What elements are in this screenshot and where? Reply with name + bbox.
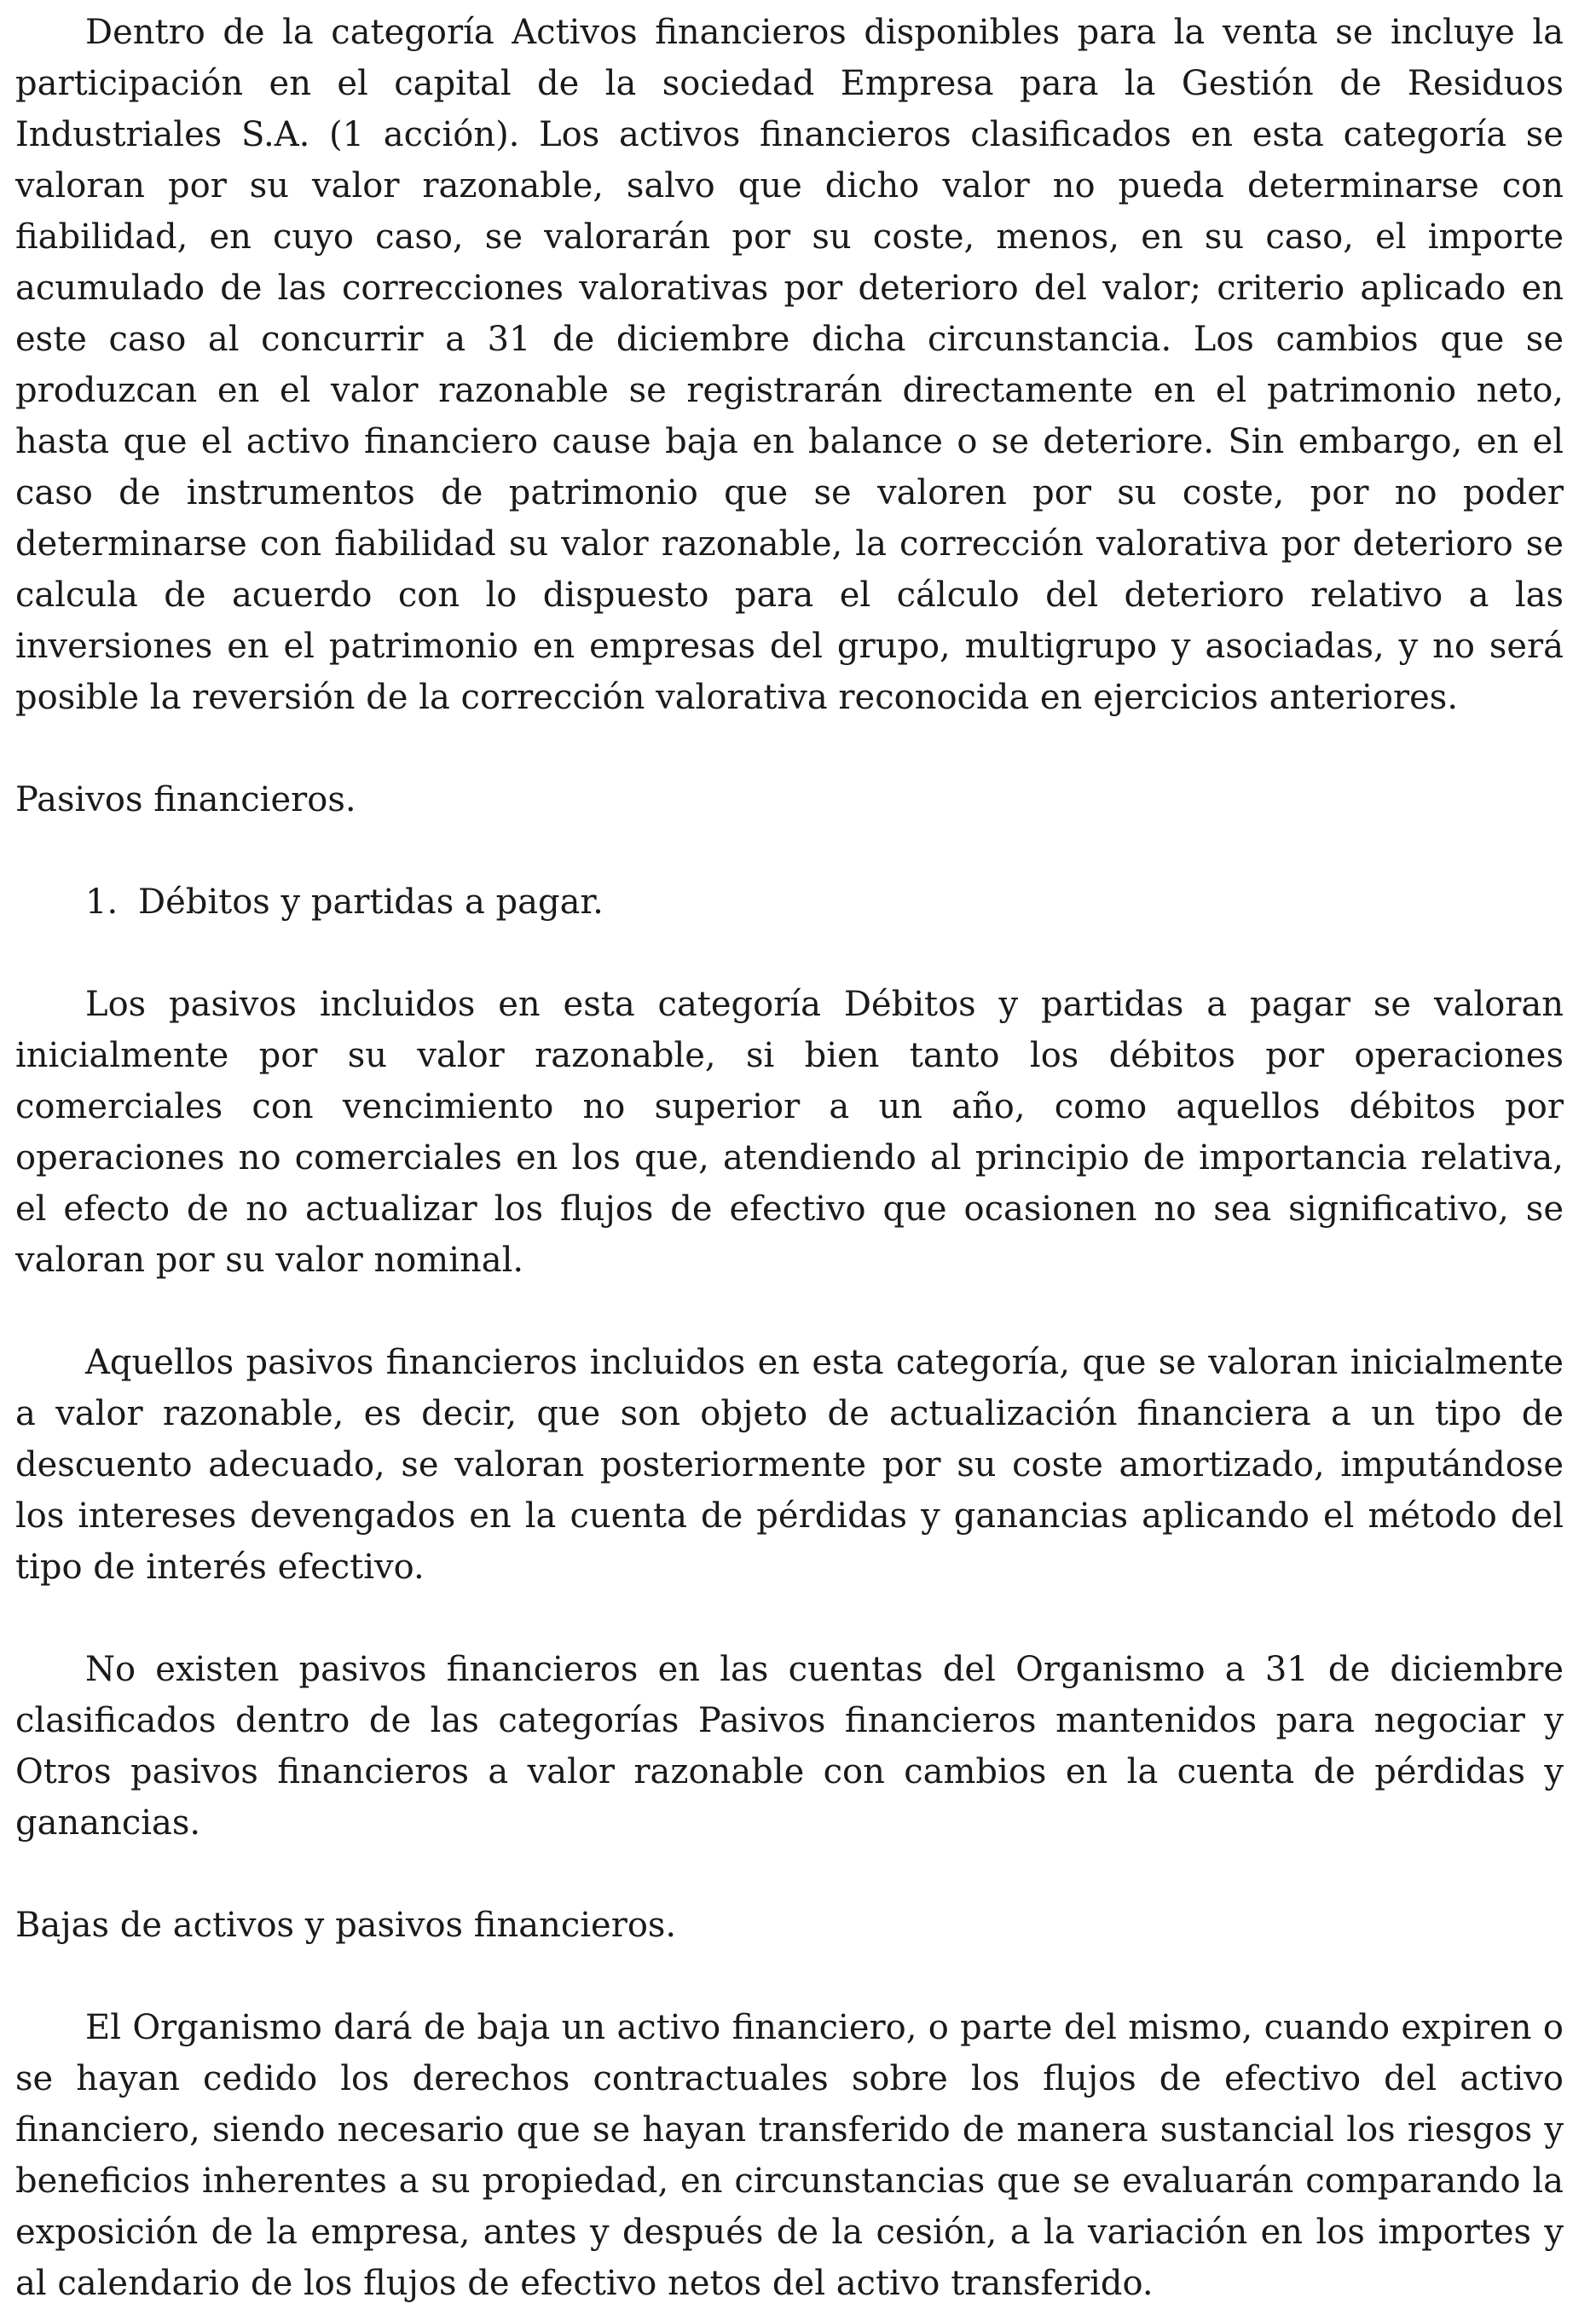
heading-bajas: Bajas de activos y pasivos financieros.: [15, 1906, 677, 1945]
list-item-debitos: [15, 877, 1564, 928]
spacer: [15, 1593, 1564, 1644]
paragraph-debitos-partidas: Los pasivos incluidos en esta categoría Débitos y partidas a pagar se valoran inicialmente por su valor razonable, si bien tanto los débitos por operaciones comerciales con vencimiento no superior a un año, como aquellos débitos por operaciones no comerciales en los que, atendiendo al principio de importancia relativa, el efecto de no actualizar los flujos de efectivo que ocasionen no sea significativo, se valoran por su valor nominal.: [15, 985, 1564, 1280]
paragraph-activos-disponibles: Dentro de la categoría Activos financieros disponibles para la venta se incluye la participación en el capital de la sociedad Empresa para la Gestión de Residuos Industriales S.A. (1 acción). Los activos financieros clasificados en esta categoría se valoran por su valor razonable, salvo que dicho valor no pueda determinarse con fiabilidad, en cuyo caso, se valorarán por su coste, menos, en su caso, el importe acumulado de las correcciones valorativas por deterioro del valor; criterio aplicado en este caso al concurrir a 31 de diciembre dicha circunstancia. Los cambios que se produzcan en el valor razonable se registrarán directamente en el patrimonio neto, hasta que el activo financiero cause baja en balance o se deteriore. Sin embargo, en el caso de instrumentos de patrimonio que se valoren por su coste, por no poder determinarse con fiabilidad su valor razonable, la corrección valorativa por deterioro se calcula de acuerdo con lo dispuesto para el cálculo del deterioro relativo a las inversiones en el patrimonio en empresas del grupo, multigrupo y asociadas, y no será posible la reversión de la corrección valorativa reconocida en ejercicios anteriores.: [15, 13, 1564, 717]
list-number: 1.: [85, 883, 119, 922]
spacer: [15, 928, 1564, 979]
paragraph-coste-amortizado: Aquellos pasivos financieros incluidos en esta categoría, que se valoran inicialmente a valor razonable, es decir, que son objeto de actualización financiera a un tipo de descuento adecuado, se valoran posteriormente por su coste amortizado, imputándose los intereses devengados en la cuenta de pérdidas y ganancias aplicando el método del tipo de interés efectivo.: [15, 1343, 1564, 1587]
spacer: [15, 1951, 1564, 2002]
list-item-label: Débitos y partidas a pagar.: [138, 883, 604, 922]
spacer: [15, 825, 1564, 877]
paragraph-baja-activo: El Organismo dará de baja un activo financiero, o parte del mismo, cuando expiren o se hayan cedido los derechos contractuales sobre los flujos de efectivo del activo financiero, siendo necesario que se hayan transferido de manera sustancial los riesgos y beneficios inherentes a su propiedad, en circunstancias que se evaluarán comparando la exposición de la empresa, antes y después de la cesión, a la variación en los importes y al calendario de los flujos de efectivo netos del activo transferido.: [15, 2008, 1564, 2303]
document-page: [15, 7, 1564, 2309]
spacer: [15, 1849, 1564, 1900]
spacer: [15, 1286, 1564, 1337]
heading-pasivos-financieros: Pasivos financieros.: [15, 780, 356, 819]
spacer: [15, 723, 1564, 774]
paragraph-no-existen-pasivos: No existen pasivos financieros en las cuentas del Organismo a 31 de diciembre clasificados dentro de las categorías Pasivos financieros mantenidos para negociar y Otros pasivos financieros a valor razonable con cambios en la cuenta de pérdidas y ganancias.: [15, 1650, 1564, 1843]
